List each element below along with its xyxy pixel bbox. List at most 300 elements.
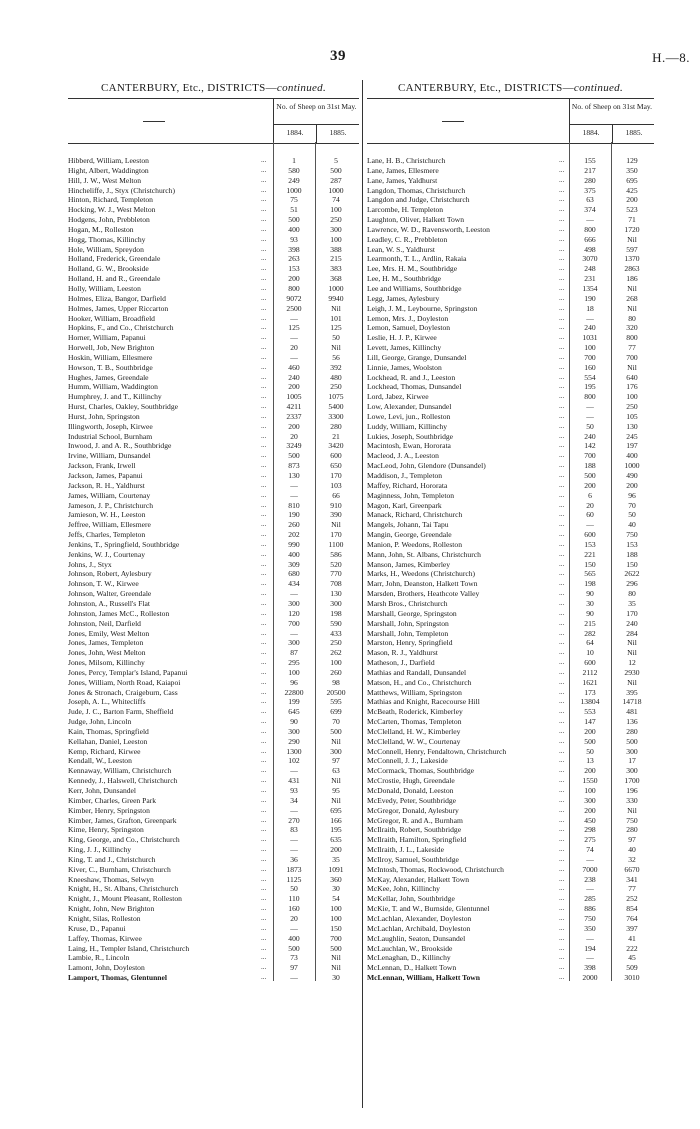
owner-name: Horner, William, Papanui [68,333,146,343]
sheep-1885: 490 [626,471,638,480]
leader-dots: ... [559,362,565,371]
owner-name: McIntosh, Thomas, Rockwood, Christchurch [367,864,504,874]
sheep-1884: 22800 [284,687,304,697]
owner-name: McIlraith, Hamilton, Springfield [367,835,467,845]
leader-dots: ... [559,175,565,184]
sheep-1884: 700 [288,618,300,628]
owner-name: Holly, William, Leeston [68,283,141,293]
sheep-1885: 170 [330,471,342,480]
sheep-1884: — [290,805,298,815]
owner-name: Laffey, Thomas, Kirwee [68,933,142,943]
owner-name: McLennan, William, Halkett Town [367,973,481,983]
sheep-1885: 500 [330,726,342,736]
sheep-1885: 197 [626,441,638,451]
owner-name: Marr, John, Deanston, Halkett Town [367,579,478,589]
sheep-1885: 480 [330,372,342,382]
sheep-1884: 83 [290,825,298,835]
sheep-1885: 30 [332,973,340,983]
owner-name: Knight, John, New Brighton [68,904,155,914]
sheep-1884: — [586,411,594,421]
sheep-1885: 41 [628,933,636,943]
sheep-1884: — [586,402,594,412]
leader-dots: ... [261,904,267,913]
sheep-1884: 500 [584,471,596,480]
owner-name: Lane, James, Yaldhurst [367,175,438,185]
name-column-header [143,121,165,122]
sheep-1884: 60 [586,510,594,520]
owner-name: Hill, J. W., West Melton [68,175,142,185]
sheep-1884: 93 [290,786,298,795]
sheep-1884: 34 [290,795,298,805]
sheep-1885: 699 [330,707,342,717]
sheep-1884: 263 [288,254,300,264]
leader-dots: ... [261,825,267,834]
sheep-1885: 195 [330,825,342,835]
owner-name: King, T. and J., Christchurch [68,854,156,864]
sheep-1885: 40 [628,845,636,855]
sheep-1885: 500 [330,165,342,175]
leader-dots: ... [261,224,267,233]
leader-dots: ... [261,451,267,460]
owner-name: Jude, J. C., Barton Farm, Sheffield [68,707,174,717]
owner-name: Maginness, John, Templeton [367,490,455,500]
leader-dots: ... [559,471,565,479]
sheep-1884: 873 [288,461,300,471]
owner-name: McBeath, Roderick, Kimberley [367,707,463,717]
sheep-1885: Nil [627,677,637,687]
sheep-1885: Nil [627,303,637,313]
sheep-1884: 565 [584,569,596,579]
owner-name: Matthews, William, Springston [367,687,462,697]
leader-dots: ... [261,569,267,578]
leader-dots: ... [261,835,267,844]
owner-name: Mathias and Randall, Dunsandel [367,667,467,677]
owner-name: Lukies, Joseph, Southbridge [367,431,454,441]
sheep-1884: 450 [584,815,596,825]
sheep-1885: Nil [331,343,341,353]
owner-name: Johnson, Walter, Greendale [68,589,152,599]
leader-dots: ... [559,677,565,686]
sheep-1885: 150 [626,559,638,569]
owner-name: Kennedy, J., Halswell, Christchurch [68,776,178,786]
leader-dots: ... [261,697,267,706]
table-header [68,98,359,144]
sheep-1885: 1000 [328,185,344,195]
owner-name: Lean, W. S., Yaldhurst [367,244,435,254]
sheep-1884: — [290,313,298,323]
sheep-1885: 600 [330,451,342,461]
sheep-1884: 96 [290,677,298,687]
sheep-1885: 287 [330,175,342,185]
sheep-1885: 360 [330,874,342,884]
leader-dots: ... [559,717,565,726]
sheep-1884: 7000 [582,864,598,874]
sheep-1885: 1000 [624,461,640,471]
sheep-1884: — [586,520,594,530]
sheep-1885: 390 [330,510,342,520]
sheep-1885: 63 [332,766,340,776]
sheep-1884: 153 [584,539,596,549]
leader-dots: ... [261,953,267,962]
leader-dots: ... [261,471,267,479]
owner-name: Humm, William, Waddington [68,382,158,392]
sheep-count-label: No. of Sheep on 31st May. [276,102,357,111]
sheep-1885: 280 [330,421,342,431]
leader-dots: ... [559,618,565,627]
sheep-1885: 700 [626,352,638,362]
owner-name: Holmes, James, Upper Riccarton [68,303,169,313]
sheep-1885: 5 [334,156,338,165]
leader-dots: ... [261,293,267,302]
sheep-1885: 176 [626,382,638,392]
sheep-1885: 186 [626,274,638,284]
owner-name: Kerr, John, Dunsandel [68,786,137,795]
sheep-1884: 290 [288,736,300,746]
owner-name: Horwell, Job, New Brighton [68,343,155,353]
leader-dots: ... [261,411,267,420]
sheep-1885: 32 [628,854,636,864]
owner-name: Hight, Albert, Waddington [68,165,149,175]
owner-name: McConnell, J. J., Lakeside [367,756,448,766]
owner-name: Langdon and Judge, Christchurch [367,195,470,205]
leader-dots: ... [261,490,267,499]
leader-dots: ... [559,264,565,273]
leader-dots: ... [559,658,565,667]
sheep-count-header [569,99,654,143]
sheep-1885: 97 [628,835,636,845]
owner-name: Johnston, A., Russell's Flat [68,598,150,608]
owner-name: Kellahan, Daniel, Leeston [68,736,148,746]
sheep-1884: 110 [288,894,300,904]
owner-name: Lee and Williams, Southbridge [367,283,462,293]
leader-dots: ... [261,805,267,814]
sheep-1885: 1100 [328,539,344,549]
owner-name: Jones, William, North Road, Kaiapoi [68,677,181,687]
leader-dots: ... [559,854,565,863]
sheep-1885: 700 [330,933,342,943]
sheep-1884: 249 [288,175,300,185]
sheep-1885: 200 [626,195,638,205]
sheep-1884: 87 [290,648,298,658]
leader-dots: ... [559,825,565,834]
owner-name: Manion, P. Weedons, Rolleston [367,539,463,549]
owner-name: Lemon, Samuel, Doyleston [367,323,451,333]
sheep-1884: — [586,953,594,963]
leader-dots: ... [559,598,565,607]
sheep-1884: 750 [584,913,596,923]
owner-name: Irvine, William, Dunsandel [68,451,151,461]
sheep-1885: 50 [332,333,340,343]
leader-dots: ... [559,293,565,302]
sheep-1885: 597 [626,244,638,254]
sheep-1885: 433 [330,628,342,638]
sheep-1884: 74 [586,845,594,855]
sheep-1884: 375 [584,185,596,195]
leader-dots: ... [261,549,267,558]
leader-dots: ... [261,854,267,863]
owner-name: Lemon, Mrs. J., Doyleston [367,313,449,323]
column-rule [611,142,612,981]
sheep-1884: 160 [584,362,596,372]
sheep-1884: 398 [288,244,300,254]
leader-dots: ... [261,628,267,637]
leader-dots: ... [559,795,565,804]
sheep-1884: 666 [584,234,596,244]
sheep-1884: 13804 [580,697,600,707]
sheep-1885: 695 [626,175,638,185]
leader-dots: ... [559,845,565,854]
leader-dots: ... [559,530,565,539]
year-1884-header: 1884. [286,128,304,137]
owner-name: Kennaway, William, Christchurch [68,766,172,776]
owner-name: Hurst, Charles, Oakley, Southbridge [68,402,179,412]
sheep-1885: 750 [626,815,638,825]
owner-name: Johnson, T. W., Kirwee [68,579,139,589]
sheep-1885: 136 [626,717,638,727]
owner-name: McLenaghan, D., Killinchy [367,953,451,963]
owner-name: Maffey, Richard, Hororata [367,480,448,490]
sheep-1884: 51 [290,205,298,215]
sheep-1885: 222 [626,943,638,953]
leader-dots: ... [559,372,565,381]
leader-dots: ... [261,254,267,263]
leader-dots: ... [559,461,565,470]
sheep-1885: 200 [626,480,638,490]
owner-name: Kiver, C., Burnham, Christchurch [68,864,171,874]
sheep-1885: 170 [330,530,342,540]
sheep-1885: 395 [626,687,638,697]
sheep-1884: 1550 [582,776,598,786]
owner-name: McClelland, H. W., Kimberley [367,726,461,736]
sheep-1884: — [290,766,298,776]
leader-dots: ... [261,677,267,686]
sheep-1885: Nil [627,234,637,244]
sheep-1884: 20 [290,431,298,441]
leader-dots: ... [261,323,267,332]
sheep-1884: 63 [586,195,594,205]
sheep-1885: 650 [330,461,342,471]
owner-name: Jackson, R. H., Yaldhurst [68,480,145,490]
sheep-1885: 70 [628,500,636,510]
sheep-1884: 3070 [582,254,598,264]
owner-name: McLennan, D., Halkett Town [367,963,457,973]
owner-name: Marshall, George, Springston [367,608,457,618]
sheep-1884: 200 [288,421,300,431]
leader-dots: ... [261,461,267,470]
leader-dots: ... [261,205,267,214]
owner-name: Lawrence, W. D., Ravensworth, Leeston [367,224,490,234]
sheep-1885: 200 [330,845,342,855]
leader-dots: ... [261,667,267,676]
owner-name: Holland, H. and R., Greendale [68,274,161,284]
sheep-1884: 100 [584,343,596,353]
leader-dots: ... [559,963,565,972]
sheep-1884: 500 [288,451,300,461]
owner-name: McClelland, W. W., Courtenay [367,736,461,746]
leader-dots: ... [559,569,565,578]
leader-dots: ... [559,973,565,982]
sheep-1885: 105 [626,411,638,421]
leader-dots: ... [559,274,565,283]
sheep-1884: — [586,884,594,894]
page-number: 39 [330,48,346,64]
sheep-1884: 1031 [582,333,598,343]
owner-name: Levett, James, Killinchy [367,343,442,353]
owner-name: Jeffs, Charles, Templeton [68,530,146,540]
leader-dots: ... [261,726,267,735]
sheep-1885: Nil [331,795,341,805]
owner-name: Leslie, H. J. P., Kirwee [367,333,437,343]
sheep-1885: Nil [627,362,637,372]
sheep-1885: 770 [330,569,342,579]
sheep-1884: 102 [288,756,300,766]
owner-name: Jamieson, W. H., Leeston [68,510,146,520]
leader-dots: ... [261,618,267,627]
leader-dots: ... [261,510,267,519]
sheep-1885: 750 [626,530,638,540]
sheep-1884: 142 [584,441,596,451]
leader-dots: ... [261,362,267,371]
sheep-1884: 10 [586,648,594,658]
leader-dots: ... [559,707,565,716]
owner-name: Marsden, Brothers, Heathcote Valley [367,589,480,599]
owner-name: McKellar, John, Southbridge [367,894,455,904]
leader-dots: ... [559,933,565,942]
leader-dots: ... [559,333,565,342]
sheep-1884: 1300 [286,746,302,756]
leader-dots: ... [559,559,565,568]
sheep-1884: — [586,854,594,864]
sheep-1885: 764 [626,913,638,923]
sheep-1885: 80 [628,313,636,323]
sheep-1884: — [586,215,594,225]
owner-name: Lamont, John, Doyleston [68,963,145,973]
sheep-1885: 800 [626,333,638,343]
sheep-1884: 90 [586,589,594,599]
leader-dots: ... [261,441,267,450]
sheep-1885: 100 [330,234,342,244]
sheep-1885: 280 [626,726,638,736]
leader-dots: ... [559,411,565,420]
leader-dots: ... [559,224,565,233]
sheep-1884: 200 [584,805,596,815]
leader-dots: ... [261,608,267,617]
sheep-1884: 600 [584,658,596,668]
sheep-1884: 100 [584,786,596,795]
sheep-1885: 268 [626,293,638,303]
sheep-1884: 275 [584,835,596,845]
sheep-1885: 509 [626,963,638,973]
leader-dots: ... [261,884,267,893]
owner-name: Industrial School, Burnham [68,431,153,441]
sheep-1885: 77 [628,343,636,353]
owner-name: Kimber, James, Grafton, Greenpark [68,815,177,825]
sheep-1884: 400 [288,224,300,234]
sheep-1885: 245 [626,431,638,441]
owner-name: Jackson, James, Papanui [68,471,143,480]
left-table [68,80,359,983]
owner-name: Marshall, John, Springston [367,618,449,628]
owner-name: Jeffree, William, Ellesmere [68,520,151,530]
sheep-1884: — [290,835,298,845]
owner-name: Holland, G. W., Brookside [68,264,149,274]
owner-name: Illingworth, Joseph, Kirwee [68,421,153,431]
sheep-1884: 1354 [582,283,598,293]
sheep-1884: 300 [288,598,300,608]
leader-dots: ... [261,215,267,224]
leader-dots: ... [261,658,267,667]
sheep-1885: 250 [330,638,342,648]
owner-name: Holland, Frederick, Greendale [68,254,161,264]
sheep-1884: 3249 [286,441,302,451]
sheep-1885: Nil [627,283,637,293]
owner-name: Manack, Richard, Christchurch [367,510,463,520]
owner-name: Hooker, William, Broadfield [68,313,155,323]
owner-name: Kendall, W., Leeston [68,756,132,766]
sheep-1885: 280 [626,825,638,835]
owner-name: Hogan, M., Rolleston [68,224,134,234]
sheep-1884: 434 [288,579,300,589]
sheep-1884: 500 [288,215,300,225]
sheep-1885: 300 [330,598,342,608]
leader-dots: ... [261,963,267,972]
sheep-1885: 74 [332,195,340,205]
leader-dots: ... [261,786,267,794]
sheep-1885: 708 [330,579,342,589]
owner-name: Magon, Karl, Greenpark [367,500,442,510]
sheep-1885: 5400 [328,402,344,412]
owner-name: King, J. J., Killinchy [68,845,132,855]
owner-name: Kimber, Henry, Springston [68,805,150,815]
sheep-1885: 77 [628,884,636,894]
sheep-1885: 240 [626,618,638,628]
sheep-1885: 50 [628,510,636,520]
leader-dots: ... [559,451,565,460]
sheep-1885: 215 [330,254,342,264]
owner-name: McIlroy, Samuel, Southbridge [367,854,459,864]
owner-name: Macintosh, Ewan, Hororata [367,441,451,451]
sheep-1884: 398 [584,963,596,973]
owner-name: Johnston, James McC., Rolleston [68,608,170,618]
leader-dots: ... [261,923,267,932]
sheep-1884: — [290,333,298,343]
sheep-1885: 188 [626,549,638,559]
leader-dots: ... [559,510,565,519]
sheep-1884: 200 [584,766,596,776]
leader-dots: ... [559,343,565,352]
sheep-1885: 260 [330,667,342,677]
owner-name: McDonald, Donald, Leeston [367,786,454,795]
sheep-count-header [273,99,359,143]
sheep-1884: 4211 [286,402,302,412]
leader-dots: ... [559,283,565,292]
owner-name: McConnell, Henry, Fendaltown, Christchurch [367,746,507,756]
leader-dots: ... [559,943,565,952]
owner-name: McCrostie, Hugh, Greendale [367,776,455,786]
leader-dots: ... [261,845,267,854]
owner-name: Knight, H., St. Albans, Christchurch [68,884,179,894]
owner-name: McLachlan, Alexander, Doyleston [367,913,472,923]
sheep-1885: 262 [330,648,342,658]
sheep-1885: 30 [332,884,340,894]
sheep-1884: 200 [288,274,300,284]
sheep-1885: 2930 [624,667,640,677]
sheep-1885: 100 [330,658,342,668]
owner-name: McEvedy, Peter, Southbridge [367,795,457,805]
leader-dots: ... [559,205,565,214]
sheep-1884: 1621 [582,677,598,687]
year-1885-header: 1885. [625,128,643,137]
